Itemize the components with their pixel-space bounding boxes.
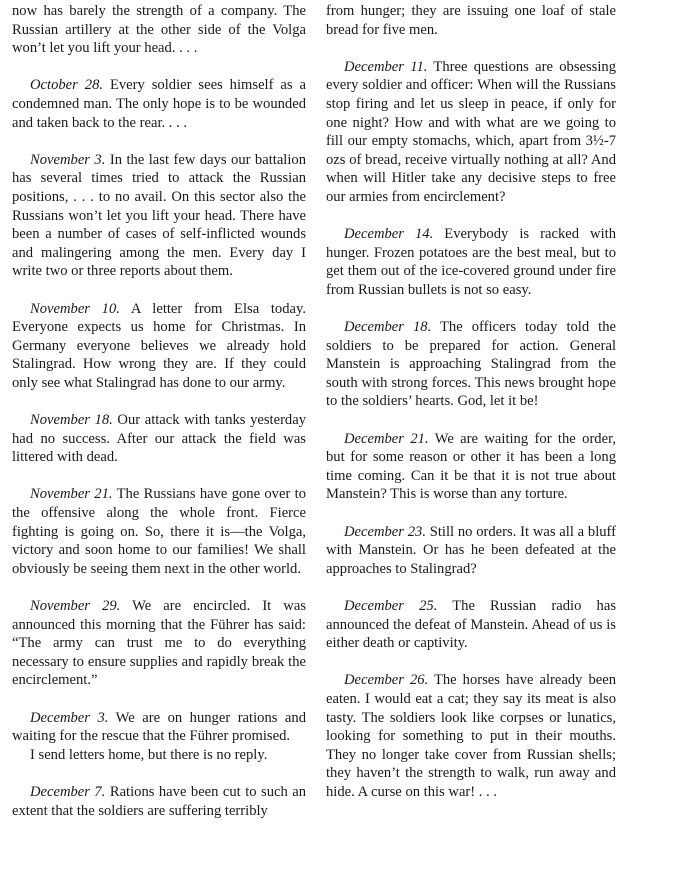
entry-date: November 10. bbox=[30, 300, 120, 317]
entry-date: December 18. bbox=[344, 319, 432, 336]
diary-entry bbox=[12, 151, 306, 281]
diary-entry bbox=[12, 300, 306, 393]
entry-text: now has barely the strength of a company. The Russian artillery at the other side of the Volga won’t let you lift your head. . . . bbox=[12, 3, 306, 57]
diary-entry bbox=[12, 783, 306, 820]
entry-text: The Russians have gone over to the offensive along the whole front. Fierce fighting is going on. So, there it is—the Volga, victory and soon home to our families! We shall obviously be seeing them next in the other world. bbox=[12, 486, 306, 577]
entry-text: from hunger; they are issuing one loaf of stale bread for five men. bbox=[326, 3, 616, 38]
entry-text: We are waiting for the order, but for some reason or other it has been a long time coming. Can it be that it is not true about Manstein? This is worse than any torture. bbox=[326, 430, 616, 503]
right-column bbox=[326, 2, 616, 820]
entry-text: The officers today told the soldiers to be prepared for action. General Manstein is approaching Stalingrad from the south with strong forces. This news brought hope to the soldiers’ hearts. God, let it be! bbox=[326, 319, 616, 410]
entry-text: Our attack with tanks yesterday had no success. After our attack the field was littered with dead. bbox=[12, 412, 306, 466]
left-column bbox=[12, 2, 306, 839]
entry-text: Everybody is racked with hunger. Frozen potatoes are the best meal, but to get them out of the ice-covered ground under fire from Russian bullets is not so easy. bbox=[326, 226, 616, 298]
diary-entry bbox=[326, 597, 616, 653]
entry-date: November 18. bbox=[30, 412, 113, 429]
diary-entry bbox=[12, 709, 306, 746]
entry-date: December 11. bbox=[344, 58, 428, 75]
entry-text: Still no orders. It was all a bluff with Manstein. Or has he been defeated at the approaches to Stalingrad? bbox=[326, 523, 616, 577]
diary-entry bbox=[326, 671, 616, 801]
entry-date: November 21. bbox=[30, 486, 113, 503]
diary-entry bbox=[326, 225, 616, 299]
diary-entry bbox=[12, 485, 306, 578]
entry-text: Rations have been cut to such an extent that the soldiers are suffering terribly bbox=[12, 783, 306, 819]
entry-date: December 26. bbox=[344, 672, 429, 689]
entry-date: December 23. bbox=[344, 523, 426, 540]
entry-text: I send letters home, but there is no reply. bbox=[30, 746, 268, 763]
entry-text: In the last few days our battalion has several times tried to attack the Russian positions, . . . to no avail. On this sector also the Russians won’t let you lift your head. There have been a number of cases of self-inflicted wounds and malingering among the men. Every day I write two or three reports about them. bbox=[12, 151, 306, 280]
entry-text: Every soldier sees himself as a condemned man. The only hope is to be wounded and taken back to the rear. . . . bbox=[12, 77, 306, 131]
diary-entry bbox=[12, 76, 306, 132]
entry-date: December 7. bbox=[30, 783, 106, 800]
entry-date: November 29. bbox=[30, 598, 121, 614]
diary-entry bbox=[326, 2, 616, 39]
diary-entry bbox=[12, 2, 306, 58]
entry-text: We are encircled. It was announced this morning that the Führer has said: “The army can trust me to do everything necessary to ensure supplies and rapidly break the encirclement.” bbox=[12, 598, 306, 689]
diary-entry bbox=[326, 58, 616, 207]
diary-entry bbox=[12, 411, 306, 467]
entry-text: The Russian radio has announced the defeat of Manstein. Ahead of us is either death or captivity. bbox=[326, 598, 616, 652]
diary-entry-continuation bbox=[12, 746, 306, 765]
entry-date: November 3. bbox=[30, 151, 106, 168]
entry-date: December 14. bbox=[344, 226, 434, 243]
entry-text: Three questions are obsessing every soldier and officer: When will the Russians stop firing and let us sleep in peace, if only for one night? How and with what are we going to fill our empty stomachs, which, apart from 3½-7 ozs of bread, receive virtually nothing at all? And when will Hitler take any decisive steps to free our armies from encirclement? bbox=[326, 58, 616, 205]
diary-entry bbox=[326, 523, 616, 579]
diary-entry bbox=[326, 318, 616, 411]
entry-date: December 25. bbox=[344, 598, 438, 614]
diary-entry bbox=[12, 597, 306, 690]
entry-date: December 3. bbox=[30, 709, 109, 726]
diary-entry bbox=[326, 430, 616, 504]
entry-date: December 21. bbox=[344, 430, 429, 447]
entry-text: A letter from Elsa today. Everyone expects us home for Christmas. In Germany everyone believes we already hold Stalingrad. How wrong they are. If they could only see what Stalingrad has done to our army. bbox=[12, 300, 307, 391]
entry-date: October 28. bbox=[30, 77, 104, 94]
entry-text: The horses have already been eaten. I would eat a cat; they say its meat is also tasty. The soldiers look like corpses or lunatics, looking for something to put in their mouths. They no longer take cover from Russian shells; they haven’t the strength to walk, run away and hide. A curse on this war! . . . bbox=[326, 672, 616, 800]
entry-text: We are on hunger rations and waiting for the rescue that the Führer promised. bbox=[12, 709, 306, 745]
